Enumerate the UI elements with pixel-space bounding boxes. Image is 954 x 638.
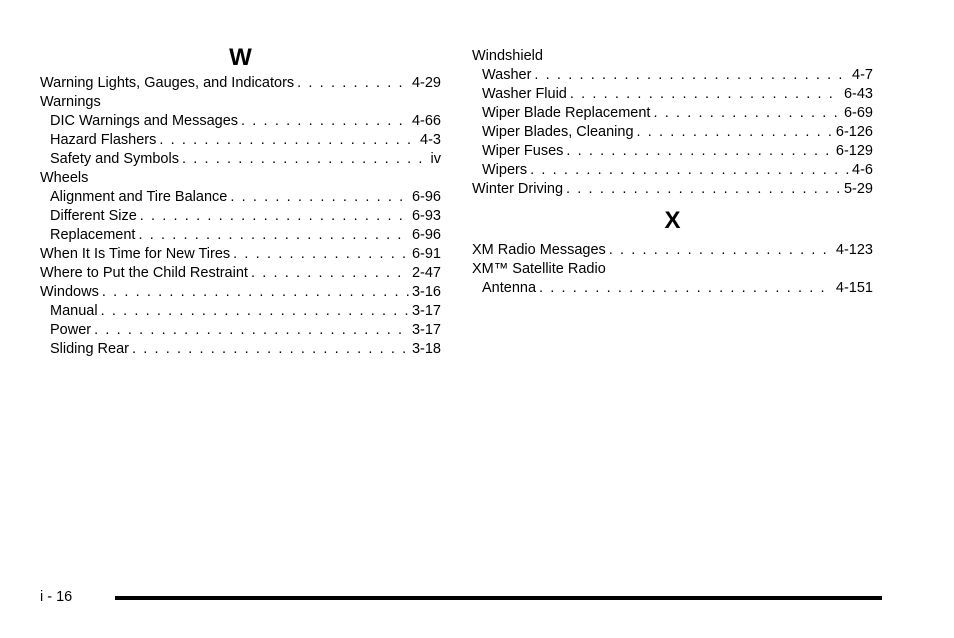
leader-dots xyxy=(539,279,833,298)
entry-page: 4-7 xyxy=(852,67,873,83)
entry-page: 3-18 xyxy=(411,341,441,357)
leader-dots xyxy=(570,85,841,104)
index-entry xyxy=(40,245,441,264)
index-subentry xyxy=(472,279,873,298)
entry-label: Manual xyxy=(50,303,98,319)
leader-dots xyxy=(132,340,409,359)
index-subentry xyxy=(40,112,441,131)
index-entry xyxy=(40,283,441,302)
index-subentry xyxy=(40,150,441,169)
entry-page: 3-17 xyxy=(411,322,441,338)
entry-label: Warning Lights, Gauges, and Indicators xyxy=(40,75,295,91)
entry-page: 4-29 xyxy=(411,75,441,91)
entry-page: 4-66 xyxy=(411,113,441,129)
entry-page: 3-16 xyxy=(411,284,441,300)
index-subentry xyxy=(472,66,873,85)
index-subentry xyxy=(40,226,441,245)
entry-page: 6-96 xyxy=(411,227,441,243)
entry-page: 3-17 xyxy=(411,303,441,319)
entry-label: Replacement xyxy=(50,227,136,243)
index-subentry xyxy=(472,161,873,180)
leader-dots xyxy=(297,74,409,93)
leader-dots xyxy=(609,241,833,260)
index-subentry xyxy=(40,321,441,340)
right-column xyxy=(472,0,873,298)
section-letter-w: W xyxy=(229,44,252,71)
index-subentry xyxy=(40,340,441,359)
entry-label: Winter Driving xyxy=(472,181,564,197)
entry-label: Windshield xyxy=(472,48,543,64)
entry-page: 6-129 xyxy=(835,143,873,159)
leader-dots xyxy=(182,150,428,169)
entry-page: 4-151 xyxy=(835,280,873,296)
page-number: i - 16 xyxy=(40,589,73,605)
leader-dots xyxy=(233,245,409,264)
entry-page: 5-29 xyxy=(843,181,873,197)
leader-dots xyxy=(159,131,417,150)
leader-dots xyxy=(102,283,409,302)
index-list-w xyxy=(40,74,441,359)
entry-page: iv xyxy=(430,151,441,167)
entry-page: 4-3 xyxy=(420,132,441,148)
index-entry xyxy=(40,74,441,93)
entry-label: Where to Put the Child Restraint xyxy=(40,265,248,281)
leader-dots xyxy=(530,161,849,180)
leader-dots xyxy=(637,123,833,142)
entry-label: Wiper Blades, Cleaning xyxy=(482,124,634,140)
leader-dots xyxy=(251,264,409,283)
index-subentry xyxy=(472,104,873,123)
entry-label: Warnings xyxy=(40,94,101,110)
entry-label: Wheels xyxy=(40,170,89,186)
entry-label: DIC Warnings and Messages xyxy=(50,113,239,129)
entry-label: Antenna xyxy=(482,280,537,296)
leader-dots xyxy=(230,188,409,207)
entry-label: Power xyxy=(50,322,92,338)
leader-dots xyxy=(241,112,409,131)
entry-page: 4-123 xyxy=(835,242,873,258)
entry-page: 6-91 xyxy=(411,246,441,262)
entry-label: Washer Fluid xyxy=(482,86,567,102)
leader-dots xyxy=(566,180,841,199)
entry-label: When It Is Time for New Tires xyxy=(40,246,231,262)
leader-dots xyxy=(94,321,409,340)
entry-page: 2-47 xyxy=(411,265,441,281)
entry-page: 6-126 xyxy=(835,124,873,140)
index-entry xyxy=(472,241,873,260)
index-subentry xyxy=(40,131,441,150)
entry-label: Wipers xyxy=(482,162,528,178)
index-subentry xyxy=(40,188,441,207)
index-entry xyxy=(472,180,873,199)
index-entry xyxy=(472,47,873,66)
index-subentry xyxy=(472,123,873,142)
entry-page: 4-6 xyxy=(852,162,873,178)
entry-label: Wiper Fuses xyxy=(482,143,564,159)
index-subentry xyxy=(472,142,873,161)
leader-dots xyxy=(566,142,833,161)
entry-label: Washer xyxy=(482,67,532,83)
left-column xyxy=(40,0,441,359)
index-subentry xyxy=(40,302,441,321)
leader-dots xyxy=(101,302,409,321)
index-list-w-continued xyxy=(472,47,873,199)
entry-label: Different Size xyxy=(50,208,137,224)
entry-label: Safety and Symbols xyxy=(50,151,179,167)
entry-page: 6-96 xyxy=(411,189,441,205)
leader-dots xyxy=(534,66,849,85)
entry-label: Hazard Flashers xyxy=(50,132,157,148)
footer-rule xyxy=(115,596,882,600)
leader-dots xyxy=(138,226,409,245)
index-entry xyxy=(40,93,441,112)
entry-label: Wiper Blade Replacement xyxy=(482,105,651,121)
index-subentry xyxy=(472,85,873,104)
entry-page: 6-93 xyxy=(411,208,441,224)
section-letter-x: X xyxy=(664,207,681,234)
leader-dots xyxy=(140,207,409,226)
entry-page: 6-69 xyxy=(843,105,873,121)
index-entry xyxy=(40,169,441,188)
entry-label: Windows xyxy=(40,284,99,300)
index-entry xyxy=(40,264,441,283)
entry-label: Alignment and Tire Balance xyxy=(50,189,228,205)
index-entry xyxy=(472,260,873,279)
leader-dots xyxy=(653,104,841,123)
entry-label: XM™ Satellite Radio xyxy=(472,261,606,277)
entry-label: Sliding Rear xyxy=(50,341,129,357)
index-list-x xyxy=(472,241,873,298)
entry-label: XM Radio Messages xyxy=(472,242,606,258)
index-subentry xyxy=(40,207,441,226)
entry-page: 6-43 xyxy=(843,86,873,102)
